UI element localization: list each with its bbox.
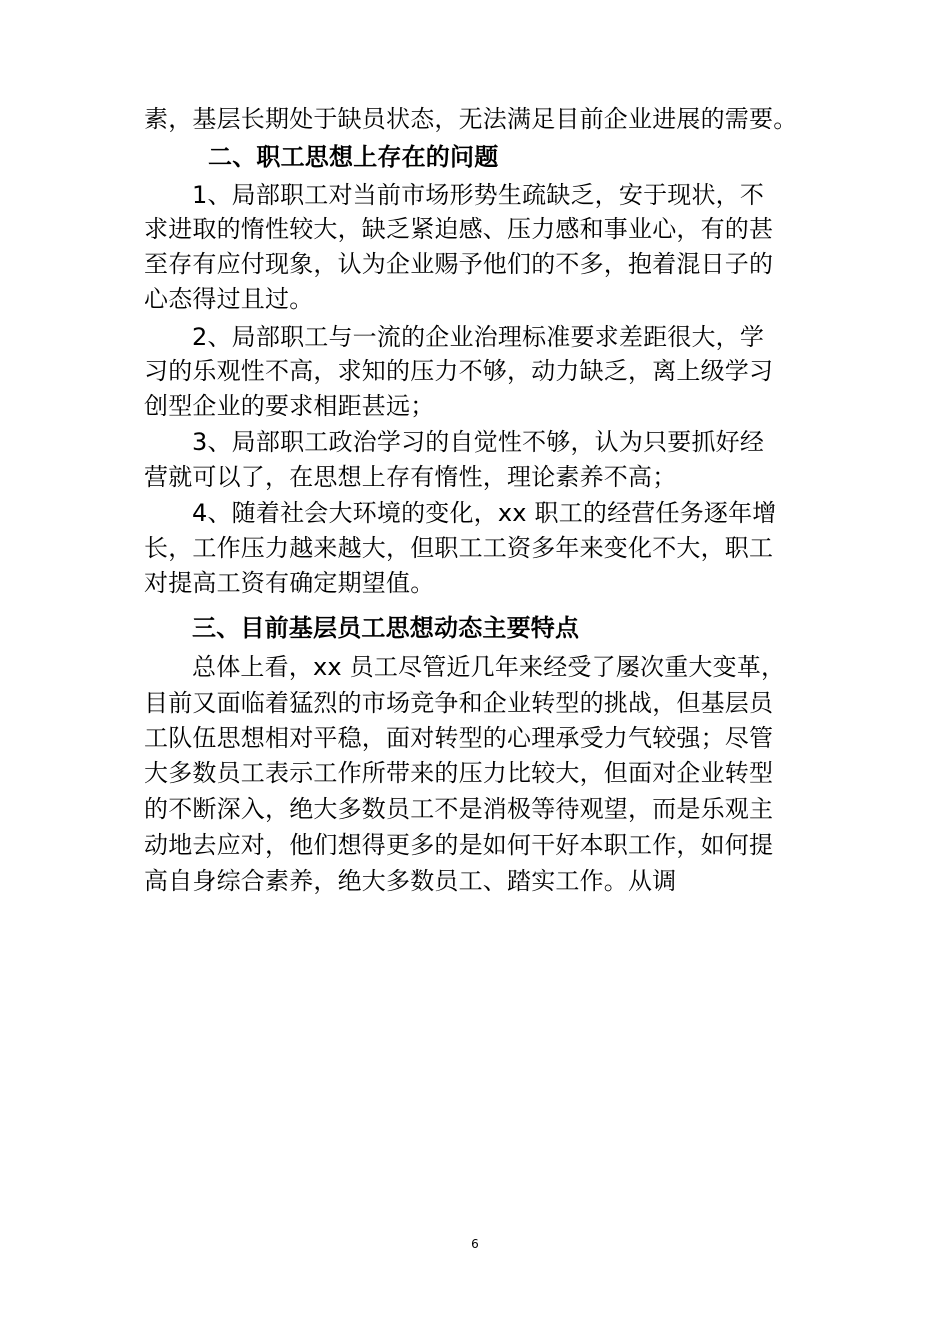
body-line: 求进取的惰性较大，缺乏紧迫感、压力感和事业心，有的甚: [144, 215, 774, 243]
body-line: 动地去应对，他们想得更多的是如何干好本职工作，如何提: [144, 831, 774, 859]
body-line: 的不断深入，绝大多数员工不是消极等待观望，而是乐观主: [144, 795, 774, 823]
page-number: 6: [471, 1237, 479, 1251]
body-line: 高自身综合素养，绝大多数员工、踏实工作。从调: [144, 867, 677, 895]
body-line: 创型企业的要求相距甚远；: [144, 392, 435, 420]
body-line: 对提高工资有确定期望值。: [144, 569, 435, 597]
body-line: 1、局部职工对当前市场形势生疏缺乏，安于现状，不: [192, 181, 765, 209]
body-line: 2、局部职工与一流的企业治理标准要求差距很大，学: [192, 323, 765, 351]
body-line: 4、随着社会大环境的变化，xx 职工的经营任务逐年增: [192, 499, 777, 527]
section-heading: 三、目前基层员工思想动态主要特点: [192, 614, 580, 642]
body-line: 素，基层长期处于缺员状态，无法满足目前企业进展的需要。: [144, 105, 798, 133]
body-line: 至存有应付现象，认为企业赐予他们的不多，抱着混日子的: [144, 250, 774, 278]
body-line: 目前又面临着猛烈的市场竞争和企业转型的挑战，但基层员: [144, 689, 774, 717]
body-line: 营就可以了，在思想上存有惰性，理论素养不高；: [144, 463, 677, 491]
body-line: 总体上看，xx 员工尽管近几年来经受了屡次重大变革，: [192, 653, 786, 681]
body-line: 3、局部职工政治学习的自觉性不够，认为只要抓好经: [192, 428, 765, 456]
body-line: 大多数员工表示工作所带来的压力比较大，但面对企业转型: [144, 759, 774, 787]
body-line: 工队伍思想相对平稳，面对转型的心理承受力气较强；尽管: [144, 724, 774, 752]
section-heading: 二、职工思想上存在的问题: [208, 143, 499, 171]
body-line: 长，工作压力越来越大，但职工工资多年来变化不大，职工: [144, 534, 774, 562]
body-line: 心态得过且过。: [144, 285, 314, 313]
body-line: 习的乐观性不高，求知的压力不够，动力缺乏，离上级学习: [144, 357, 774, 385]
